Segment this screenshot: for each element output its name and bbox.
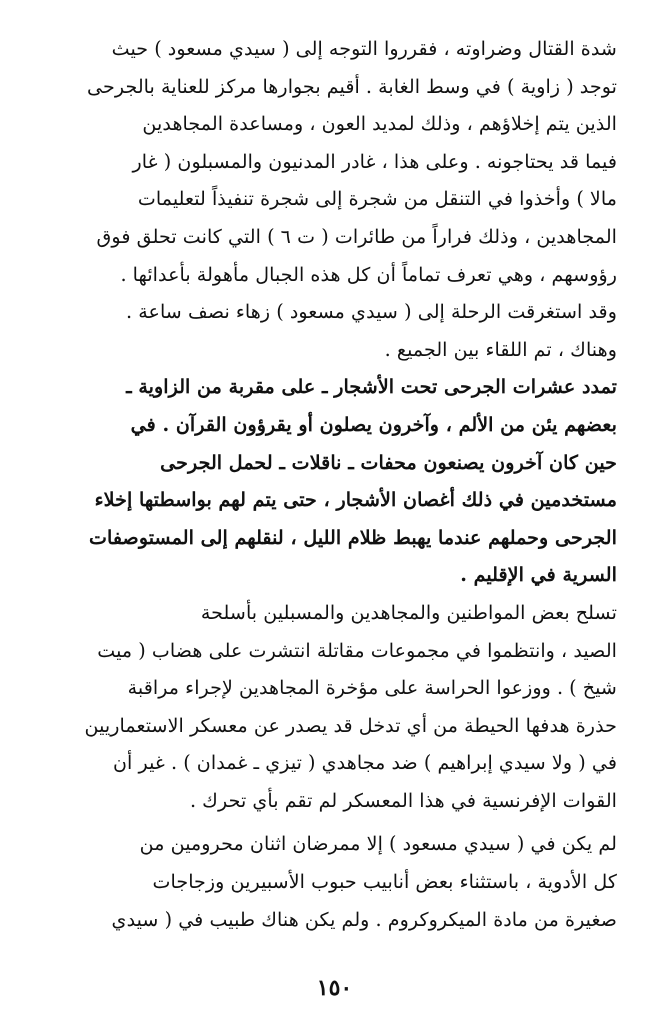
text-line: حذرة هدفها الحيطة من أي تدخل قد يصدر عن معسكر الاستعماريين — [84, 713, 617, 737]
text-line: لم يكن في ( سيدي مسعود ) إلا ممرضان اثنان محرومين من — [139, 832, 617, 856]
text-line: وقد استغرقت الرحلة إلى ( سيدي مسعود ) زهاء نصف ساعة . — [126, 300, 617, 324]
paragraph-4 — [56, 825, 617, 938]
text-line: حين كان آخرون يصنعون محفات ـ ناقلات ـ لحمل الجرحى — [160, 450, 617, 474]
text-line: الجرحى وحملهم عندما يهبط ظلام الليل ، لنقلهم إلى المستوصفات — [88, 525, 617, 549]
text-line: مالا ) وأخذوا في التنقل من شجرة إلى شجرة تنفيذاً لتعليمات — [137, 187, 617, 211]
text-line: القوات الإفرنسية في هذا المعسكر لم تقم بأي تحرك . — [189, 788, 617, 812]
paragraph-3 — [56, 594, 617, 820]
text-line: صغيرة من مادة الميكروكروم . ولم يكن هناك طبيب في ( سيدي — [111, 907, 617, 931]
text-line: المجاهدين ، وذلك فراراً من طائرات ( ت ٦ ) التي كانت تحلق فوق — [96, 224, 617, 248]
text-line: توجد ( زاوية ) في وسط الغابة . أقيم بجوارها مركز للعناية بالجرحى — [87, 74, 617, 98]
text-line: وهناك ، تم اللقاء بين الجميع . — [384, 337, 617, 361]
text-line: رؤوسهم ، وهي تعرف تماماً أن كل هذه الجبال مأهولة بأعدائها . — [120, 262, 617, 286]
text-line: شدة القتال وضراوته ، فقرروا التوجه إلى ( سيدي مسعود ) حيث — [111, 37, 617, 60]
page-body — [56, 30, 617, 938]
text-line: فيما قد يحتاجونه . وعلى هذا ، غادر المدنيون والمسبلون ( غار — [132, 149, 617, 173]
text-line: تسلح بعض المواطنين والمجاهدين والمسبلين بأسلحة — [200, 600, 617, 624]
page-number: ١٥٠ — [316, 975, 353, 1001]
text-line: الصيد ، وانتظموا في مجموعات مقاتلة انتشرت على هضاب ( ميت — [97, 638, 617, 662]
text-line: كل الأدوية ، باستثناء بعض أنابيب حبوب الأسبيرين وزجاجات — [152, 870, 617, 894]
text-line: مستخدمين في ذلك أغصان الأشجار ، حتى يتم لهم بواسطتها إخلاء — [94, 488, 617, 512]
paragraph-2-bold — [56, 368, 617, 594]
paragraph-1 — [56, 30, 617, 368]
text-line: في ( ولا سيدي إبراهيم ) ضد مجاهدي ( تيزي ـ غمدان ) . غير أن — [112, 751, 617, 775]
text-line: الذين يتم إخلاؤهم ، وذلك لمديد العون ، ومساعدة المجاهدين — [142, 112, 617, 136]
text-line: تمدد عشرات الجرحى تحت الأشجار ـ على مقربة من الزاوية ـ — [126, 375, 617, 399]
text-line: شيخ ) . ووزعوا الحراسة على مؤخرة المجاهدين لإجراء مراقبة — [127, 676, 617, 700]
text-line: السرية في الإقليم . — [460, 563, 617, 587]
text-line: بعضهم يئن من الألم ، وآخرون يصلون أو يقرؤون القرآن . في — [130, 412, 617, 436]
